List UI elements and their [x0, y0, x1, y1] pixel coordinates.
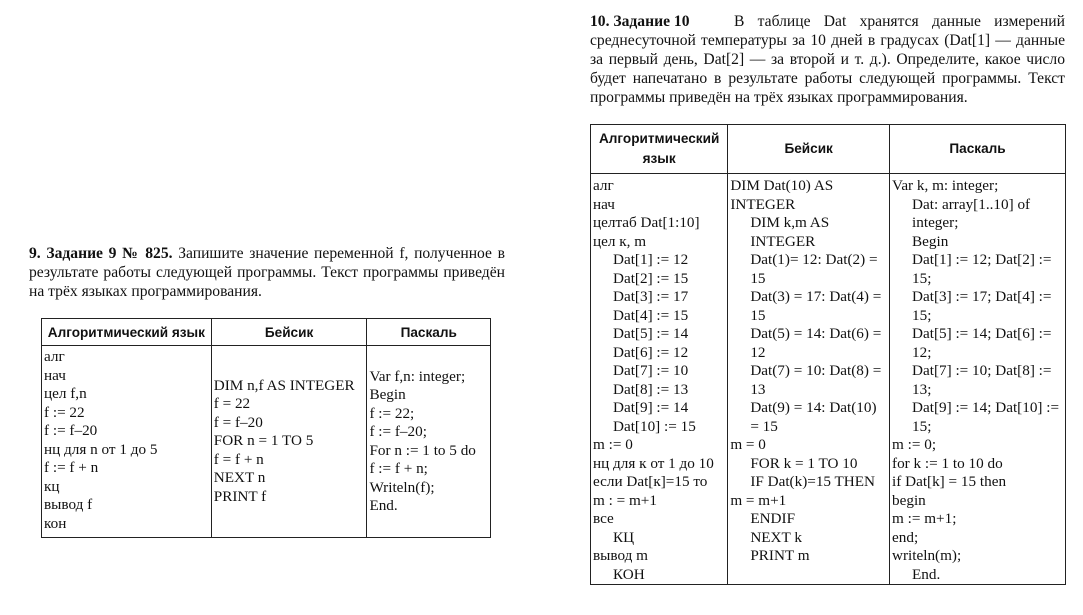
code-line: Dat: array[1..10] of integer;	[912, 195, 1031, 231]
code-line: нц для к от 1 до 10	[593, 454, 714, 472]
code-line: PRINT m	[750, 547, 810, 564]
code-line: Dat[7] := 10	[613, 362, 689, 379]
code-line: алг	[593, 177, 614, 194]
code-line: f = f + n	[213, 450, 264, 468]
code-line: все	[593, 510, 614, 527]
code-line: Dat[1] := 12; Dat[2] := 15;	[912, 251, 1052, 287]
code-line: КОН	[613, 565, 645, 583]
task-10-text: В таблице Dat хранятся данные измерений среднесуточной температуры за 10 дней в градусах (Dat[1] — данные за первый день, Dat[2] — за второй и т. д.). Определите, какое число будет напечатано в результате работы следующей программы. Текст программы приведён на трёх языках программирования.	[590, 13, 1065, 106]
code-line: f = f–20	[213, 413, 263, 431]
code-line: f := 22;	[369, 404, 415, 422]
task-9-code-table	[41, 318, 491, 538]
code-line: begin	[892, 491, 926, 509]
task-10-code-table	[590, 124, 1066, 585]
code-line: DIM Dat(10) AS INTEGER	[730, 177, 834, 213]
code-line: Dat[7] := 10; Dat[8] := 13;	[912, 362, 1052, 398]
code-line: NEXT n	[213, 469, 266, 487]
basic-code-cell	[211, 346, 367, 538]
code-line: Dat[5] := 14; Dat[6] := 12;	[912, 325, 1052, 361]
code-line: if Dat[k] = 15 then	[892, 473, 1007, 490]
task-10-heading: 10. Задание 10	[590, 13, 690, 30]
basic-code-cell	[728, 174, 890, 585]
code-line: m : = m+1	[593, 491, 657, 509]
code-line: Dat[3] := 17; Dat[4] := 15;	[912, 288, 1052, 324]
code-line: for k := 1 to 10 do	[892, 454, 1003, 472]
code-line: f := f + n;	[369, 460, 428, 477]
code-line: FOR k = 1 TO 10	[750, 454, 858, 472]
code-line: нач	[593, 195, 615, 213]
code-line: нач	[44, 366, 66, 384]
code-line: Dat[5] := 14	[613, 325, 689, 342]
alg-code-cell	[591, 174, 728, 585]
task-9-text: Запишите значение переменной f, полученное в результате работы следующей программы. Текст программы приведён на трёх языках программирования.	[29, 245, 506, 300]
task-10-statement	[590, 12, 1065, 107]
code-line: целтаб Dat[1:10]	[593, 214, 700, 231]
code-line: DIM n,f AS INTEGER	[213, 376, 355, 394]
code-line: Dat(1)= 12: Dat(2) = 15	[750, 251, 878, 287]
code-line: writeln(m);	[892, 547, 962, 564]
code-line: КЦ	[613, 528, 635, 546]
code-line: Var f,n: integer;	[369, 367, 466, 385]
code-line: ENDIF	[750, 510, 796, 527]
code-line: PRINT f	[213, 487, 267, 505]
code-line: Dat[9] := 14; Dat[10] := 15;	[912, 399, 1060, 435]
code-line: Begin	[369, 386, 406, 403]
code-line: IF Dat(k)=15 THEN	[750, 473, 876, 490]
code-line: вывод f	[44, 496, 93, 513]
code-line: m := m+1;	[892, 510, 957, 527]
code-line: end;	[892, 528, 919, 546]
header-basic: Бейсик	[728, 125, 890, 174]
task-9-heading: 9. Задание 9 № 825.	[29, 245, 173, 262]
header-alg-lang: Алгоритмический язык	[42, 319, 212, 346]
code-line: Dat(5) = 14: Dat(6) = 12	[750, 325, 882, 361]
header-pascal: Паскаль	[890, 125, 1066, 174]
header-basic: Бейсик	[211, 319, 367, 346]
code-line: алг	[44, 348, 65, 365]
code-line: End.	[369, 497, 398, 514]
code-line: Dat(9) = 14: Dat(10) = 15	[750, 399, 877, 435]
code-line: Dat[10] := 15	[613, 417, 696, 435]
code-line: Begin	[912, 232, 949, 250]
code-line: Dat(3) = 17: Dat(4) = 15	[750, 288, 882, 324]
code-line: цел f,n	[44, 385, 87, 402]
code-line: m = 0	[730, 436, 766, 453]
code-line: если Dat[к]=15 то	[593, 473, 708, 490]
code-line: Dat[8] := 13	[613, 380, 689, 398]
code-line: m := 0	[593, 436, 633, 453]
code-line: Dat[3] := 17	[613, 288, 689, 305]
code-line: кц	[44, 477, 60, 495]
code-line: Writeln(f);	[369, 478, 435, 496]
code-line: Dat(7) = 10: Dat(8) = 13	[750, 362, 882, 398]
code-line: m = m+1	[730, 491, 787, 509]
header-alg-lang: Алгоритмический язык	[591, 125, 728, 174]
alg-code-cell	[42, 346, 212, 538]
code-line: цел к, m	[593, 232, 647, 250]
code-line: вывод m	[593, 547, 648, 564]
code-line: f := f–20	[44, 422, 98, 439]
code-line: Dat[2] := 15	[613, 269, 689, 287]
code-line: f := f + n	[44, 459, 99, 476]
code-line: f := f–20;	[369, 423, 427, 440]
code-line: f := 22	[44, 403, 85, 421]
code-line: кон	[44, 514, 67, 532]
code-line: DIM k,m AS INTEGER	[750, 214, 830, 250]
code-line: Dat[1] := 12	[613, 251, 689, 268]
code-line: Dat[4] := 15	[613, 306, 689, 324]
code-line: NEXT k	[750, 528, 802, 546]
code-line: Dat[9] := 14	[613, 399, 689, 416]
task-9-statement	[29, 244, 505, 301]
pascal-code-cell	[367, 346, 491, 538]
header-pascal: Паскаль	[367, 319, 491, 346]
pascal-code-cell	[890, 174, 1066, 585]
code-line: End.	[912, 565, 941, 583]
code-line: Var k, m: integer;	[892, 177, 999, 194]
code-line: m := 0;	[892, 436, 937, 453]
code-line: FOR n = 1 TO 5	[213, 432, 314, 450]
code-line: f = 22	[213, 395, 251, 413]
code-line: Dat[6] := 12	[613, 343, 689, 361]
code-line: For n := 1 to 5 do	[369, 441, 476, 459]
code-line: нц для n от 1 до 5	[44, 440, 158, 458]
